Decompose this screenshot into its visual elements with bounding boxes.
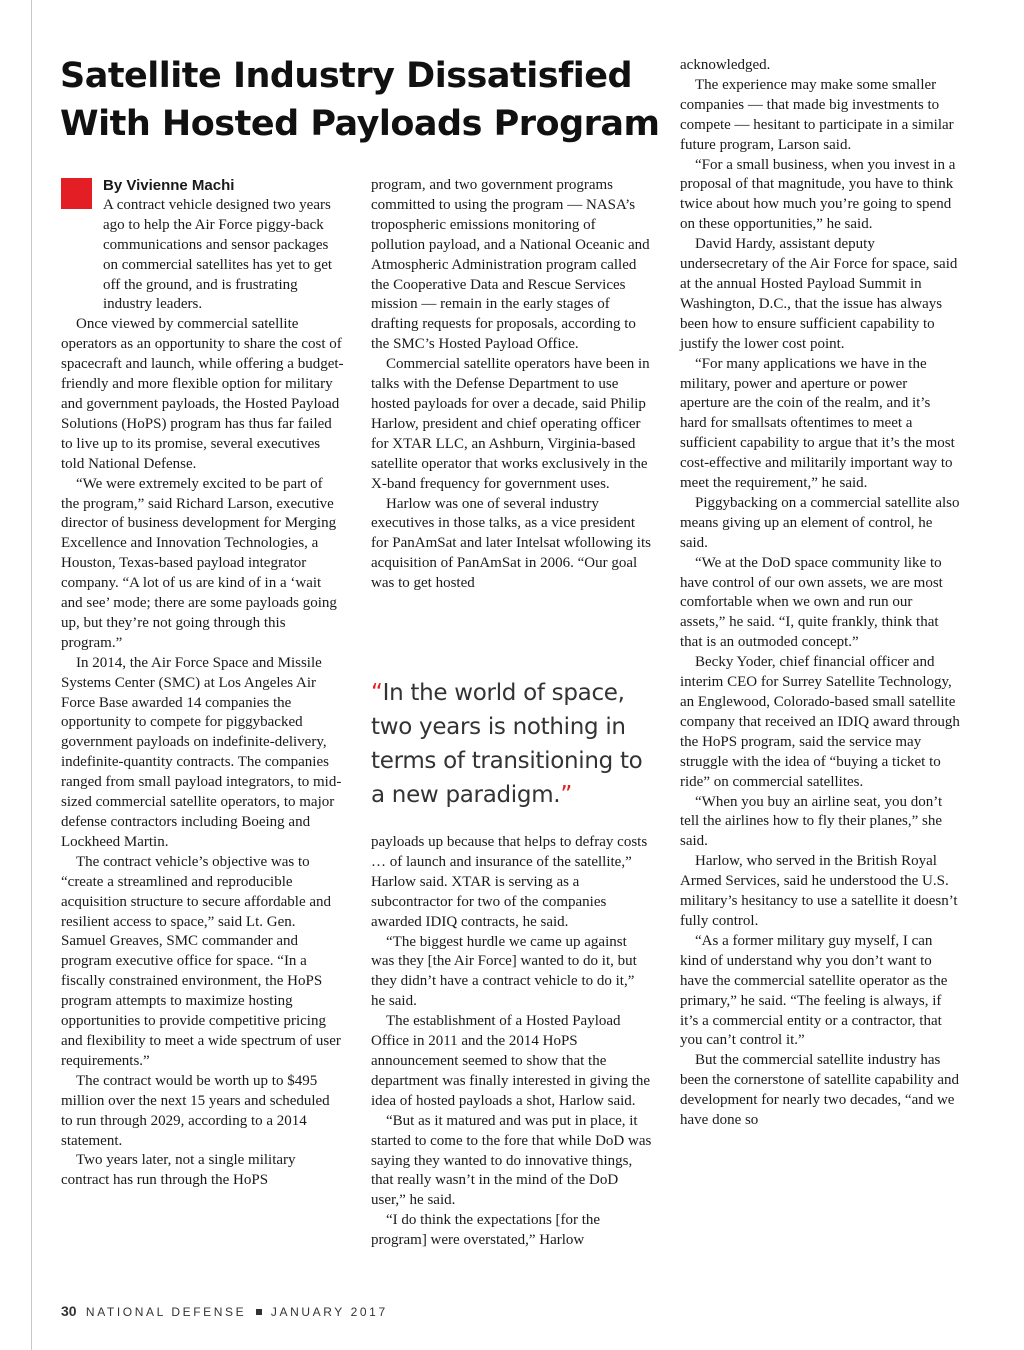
paragraph: Once viewed by commercial satellite operators as an opportunity to share the cost of spacecraft and launch, while offering a budget-friendly and more flexible option for military and government payloads, the Hosted Payload Solutions (HoPS) program has thus far failed to live up to its promise, several executives told National Defense.	[61, 316, 344, 472]
paragraph: A contract vehicle designed two years ago to help the Air Force piggy-back communications and sensor packages on commercial satellites has yet to get off the ground, and is frustrating industry leaders.	[103, 196, 333, 313]
paragraph: payloads up because that helps to defray costs … of launch and insurance of the satellite,” Harlow said. XTAR is serving as a subcontractor for two of the companies awarded IDIQ contracts, he said.	[371, 834, 648, 930]
paragraph: The contract would be worth up to $495 million over the next 15 years and scheduled to run through 2029, according to a 2014 statement.	[61, 1072, 330, 1149]
page-number: 30	[61, 1303, 77, 1319]
pull-quote-close-mark: ”	[560, 782, 572, 808]
article-headline: Satellite Industry Dissatisfied With Hosted Payloads Program	[60, 56, 660, 144]
paragraph: Harlow, who served in the British Royal Armed Services, said he understood the U.S. military’s hesitancy to use a satellite it doesn’t fully control.	[680, 853, 958, 929]
paragraph: David Hardy, assistant deputy undersecretary of the Air Force for space, said at the annual Hosted Payload Summit in Washington, D.C., that the issue has always been how to ensure sufficient capability to justify the lower cost point.	[680, 236, 958, 352]
issue-date: JANUARY 2017	[270, 1305, 388, 1319]
byline: By Vivienne Machi	[103, 177, 235, 194]
paragraph: “For many applications we have in the military, power and aperture or power aperture are the coin of the realm, and it’s hard for smallsats oftentimes to meet a sufficient capability to argue that it’s the most cost-effective and militarily important way to meet the requirement,” he said.	[680, 355, 955, 492]
paragraph: Piggybacking on a commercial satellite also means giving up an element of control, he said.	[680, 494, 960, 551]
article-column-2-bottom	[371, 833, 652, 1251]
paragraph: “We at the DoD space community like to have control of our own assets, we are most comfortable when we own and run our assets,” he said. “I, quite frankly, think that that is an outmoded concept.”	[680, 554, 943, 651]
pull-quote-text: In the world of space, two years is nothing in terms of transitioning to a new paradigm.	[371, 680, 643, 808]
publication-name: NATIONAL DEFENSE	[85, 1305, 247, 1319]
paragraph: The establishment of a Hosted Payload Office in 2011 and the 2014 HoPS announcement seemed to show that the department was finally interested in giving the idea of hosted payloads a shot, Harlow said.	[371, 1013, 651, 1109]
paragraph: “The biggest hurdle we came up against was they [the Air Force] wanted to do it, but they didn’t have a contract vehicle to do it,” he said.	[371, 933, 637, 1010]
paragraph: “For a small business, when you invest in a proposal of that magnitude, you have to think twice about how much you’re going to spend on these opportunities,” he said.	[680, 156, 956, 233]
paragraph: The experience may make some smaller companies — that made big investments to compete — hesitant to participate in a similar future program, Larson said.	[680, 76, 954, 153]
paragraph: Commercial satellite operators have been in talks with the Defense Department to use hosted payloads for over a decade, said Philip Harlow, president and chief operating officer for XTAR LLC, an Ashburn, Virginia-based satellite operator that works exclusively in the X-band frequency for government uses.	[371, 356, 650, 492]
pull-quote-open-mark: “	[371, 680, 383, 706]
article-column-1	[61, 176, 344, 1191]
paragraph: program, and two government programs committed to using the program — NASA’s tropospheric emissions monitoring of pollution payload, and a National Oceanic and Atmospheric Administration program called the Cooperative Data and Rescue Services mission — remain in the early stages of drafting requests for proposals, according to the SMC’s Hosted Payload Office.	[371, 177, 650, 353]
paragraph: Harlow was one of several industry executives in those talks, as a vice president for PanAmSat and later Intelsat wfollowing its acquisition of PanAmSat in 2006. “Our goal was to get hosted	[371, 495, 651, 592]
page-footer	[61, 1303, 388, 1319]
paragraph: The contract vehicle’s objective was to “create a streamlined and reproducible acquisition structure to secure affordable and resilient access to space,” said Lt. Gen. Samuel Greaves, SMC commander and program executive office for space. “In a fiscally constrained environment, the HoPS program attempts to maximize hosting opportunities to provide competitive pricing and flexibility to meet a wide spectrum of user requirements.”	[61, 853, 341, 1069]
article-column-3	[680, 56, 960, 1131]
paragraph: Two years later, not a single military contract has run through the HoPS	[61, 1152, 296, 1189]
paragraph: “I do think the expectations [for the program] were overstated,” Harlow	[371, 1212, 601, 1249]
paragraph: “When you buy an airline seat, you don’t tell the airlines how to fly their planes,” she said.	[680, 793, 943, 850]
paragraph: “But as it matured and was put in place, it started to come to the fore that while DoD was saying they wanted to do innovative things, that really wasn’t in the mind of the DoD user,” he said.	[371, 1112, 652, 1209]
page-gutter-line	[31, 0, 32, 1350]
paragraph: Becky Yoder, chief financial officer and interim CEO for Surrey Satellite Technology, an Englewood, Colorado-based small satellite company that received an IDIQ award through the HoPS program, said the service may struggle with the idea of “buying a ticket to ride” on commercial satellites.	[680, 654, 960, 790]
article-column-2-top	[371, 176, 652, 594]
paragraph: In 2014, the Air Force Space and Missile Systems Center (SMC) at Los Angeles Air Force Base awarded 14 companies the opportunity to compete for piggybacked government payloads on indefinite-delivery, indefinite-quantity contracts. The companies ranged from small payload integrators, to mid-sized commercial satellite operators, to major defense contractors including Boeing and Lockheed Martin.	[61, 654, 342, 850]
paragraph: “As a former military guy myself, I can kind of understand why you don’t want to have the commercial satellite operator as the primary,” he said. “The feeling is always, if it’s a commercial entity or a contractor, that you can’t control it.”	[680, 932, 948, 1049]
paragraph: acknowledged.	[680, 57, 771, 73]
footer-separator-square	[256, 1309, 262, 1315]
paragraph: But the commercial satellite industry has been the cornerstone of satellite capability and development for nearly two decades, “and we have done so	[680, 1052, 960, 1129]
paragraph: “We were extremely excited to be part of the program,” said Richard Larson, executive director of business development for Merging Excellence and Innovation Technologies, a Houston, Texas-based payload integrator company. “A lot of us are kind of in a ‘wait and see’ mode; there are some payloads going up, but they’re not going through this program.”	[61, 475, 337, 651]
pull-quote	[371, 676, 661, 812]
